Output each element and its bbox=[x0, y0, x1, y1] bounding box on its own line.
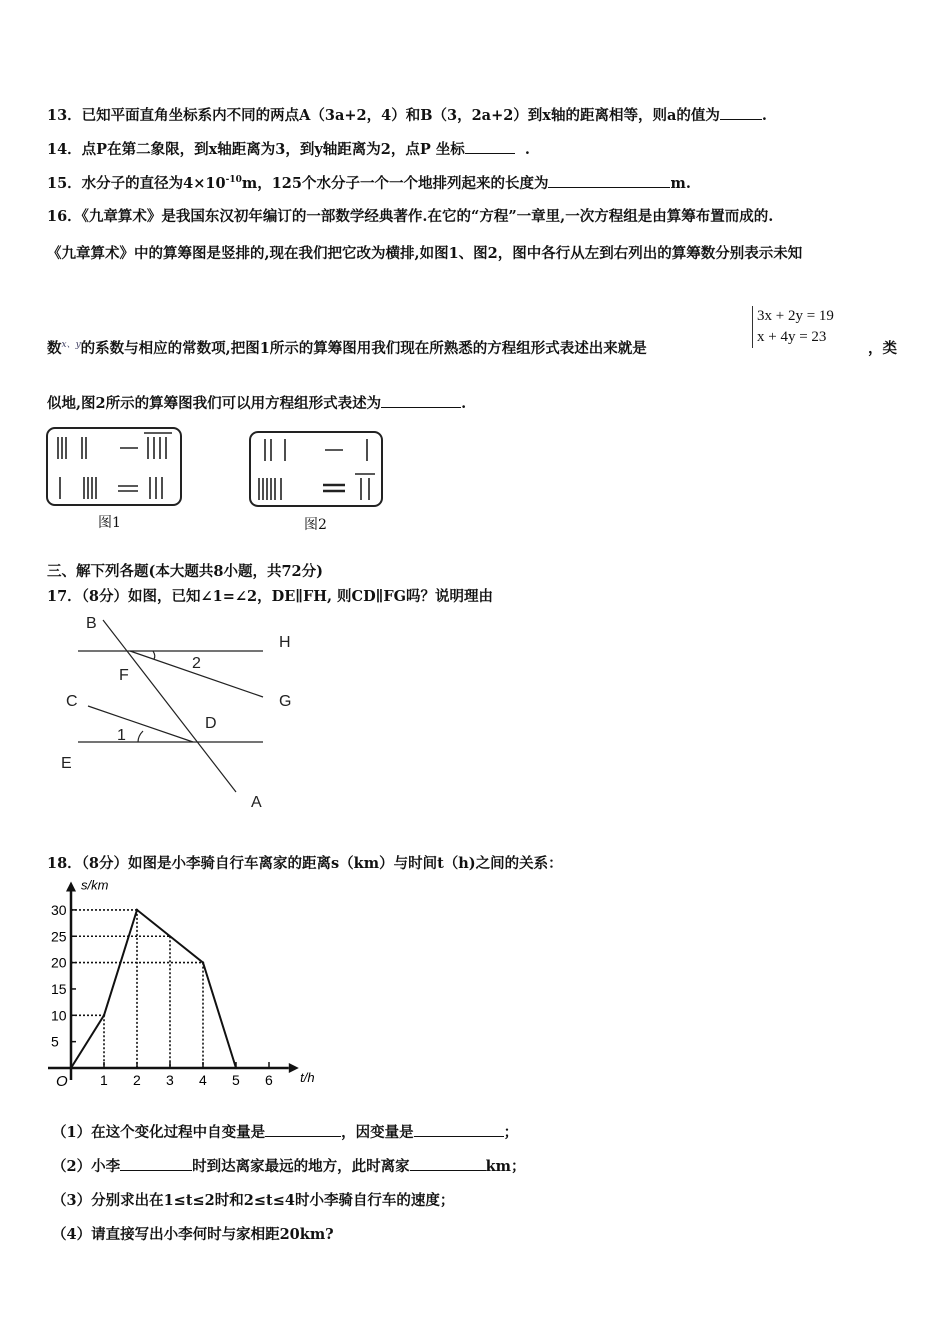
sub1-text-c: ； bbox=[503, 1124, 519, 1141]
y-tick-label: 15 bbox=[51, 980, 67, 997]
label-B: B bbox=[86, 615, 97, 632]
q16-line3-end: ，类 bbox=[868, 340, 897, 357]
figure-1-caption: 图1 bbox=[98, 515, 121, 531]
q16-line3-text: 的系数与相应的常数项,把图1所示的算筹图用我们现在所熟悉的方程组形式表述出来就是 bbox=[80, 340, 647, 357]
x-tick-label: 1 bbox=[100, 1072, 108, 1088]
q18-sub1 bbox=[52, 1121, 518, 1142]
data-point bbox=[103, 1014, 105, 1016]
label-A: A bbox=[251, 794, 262, 811]
answer-blank[interactable] bbox=[265, 1122, 341, 1137]
question-17: 17．（8分）如图，已知∠1=∠2，DE∥FH, 则CD∥FG吗？说明理由 bbox=[47, 588, 494, 605]
sub2-text-b: 时到达离家最远的地方，此时离家 bbox=[192, 1158, 410, 1175]
sub1-text-a: （1）在这个变化过程中自变量是 bbox=[52, 1124, 266, 1141]
equation-2: x + 4y = 23 bbox=[757, 329, 827, 345]
x-tick-label: 2 bbox=[133, 1072, 141, 1088]
x-tick-label: 6 bbox=[265, 1072, 273, 1088]
x-axis-label: t/h bbox=[300, 1070, 315, 1085]
y-tick-label: 5 bbox=[51, 1033, 59, 1050]
data-point bbox=[70, 1067, 72, 1069]
q18-sub2 bbox=[52, 1155, 525, 1176]
data-point bbox=[202, 961, 204, 963]
line-BA bbox=[103, 620, 236, 792]
y-axis-label: s/km bbox=[81, 877, 109, 893]
q16-vars: x、y bbox=[61, 340, 81, 351]
equation-1: 3x + 2y = 19 bbox=[757, 308, 834, 324]
q16-line4-text: 似地,图2所示的算筹图我们可以用方程组形式表述为 bbox=[47, 395, 382, 412]
q14-text: 14．点P在第二象限，到x轴距离为3，到y轴距离为2，点P 坐标 bbox=[47, 141, 465, 158]
label-D: D bbox=[205, 715, 217, 732]
label-2: 2 bbox=[192, 655, 201, 672]
q16-line2: 《九章算术》中的算筹图是竖排的,现在我们把它改为横排,如图1、图2，图中各行从左到右列出的算筹数分别表示未知 bbox=[47, 245, 803, 262]
distance-line bbox=[71, 910, 236, 1068]
answer-blank[interactable] bbox=[120, 1156, 192, 1171]
q18-sub4: （4）请直接写出小李何时与家相距20km? bbox=[52, 1226, 334, 1243]
q16-line4-end: . bbox=[461, 395, 467, 412]
q16-line1: 16．《九章算术》是我国东汉初年编订的一部数学经典著作.在它的“方程”一章里,一次方程组是由算筹布置而成的. bbox=[47, 208, 774, 225]
label-E: E bbox=[61, 755, 72, 772]
line-CD bbox=[88, 706, 193, 742]
q18-sub3: （3）分别求出在1≤t≤2时和2≤t≤4时小李骑自行车的速度； bbox=[52, 1192, 455, 1209]
label-C: C bbox=[66, 693, 78, 710]
q15-pre: 15．水分子的直径为4×10 bbox=[47, 175, 226, 192]
label-G: G bbox=[279, 693, 292, 710]
x-tick-label: 5 bbox=[232, 1072, 240, 1088]
section-3-title: 三、解下列各题(本大题共8小题，共72分) bbox=[47, 563, 323, 580]
q15-exp: -10 bbox=[225, 175, 242, 186]
q13-end: . bbox=[761, 107, 767, 124]
data-point bbox=[235, 1067, 237, 1069]
label-F: F bbox=[119, 667, 129, 684]
sub2-text-a: （2）小李 bbox=[52, 1158, 121, 1175]
q16-line3-pre: 数 bbox=[47, 340, 62, 357]
sub2-text-c: km； bbox=[485, 1158, 526, 1175]
angle-1-arc bbox=[138, 731, 143, 742]
answer-blank[interactable] bbox=[414, 1122, 504, 1137]
data-point bbox=[136, 909, 138, 911]
x-axis-arrow bbox=[289, 1063, 299, 1073]
label-1: 1 bbox=[117, 727, 126, 744]
distance-time-graph bbox=[48, 877, 315, 1090]
answer-blank[interactable] bbox=[410, 1156, 486, 1171]
q13-text: 13．已知平面直角坐标系内不同的两点A（3a+2，4）和B（3，2a+2）到x轴的距离相等，则a的值为 bbox=[47, 107, 720, 124]
sub1-text-b: ，因变量是 bbox=[341, 1124, 414, 1141]
x-tick-label: 4 bbox=[199, 1072, 207, 1088]
y-tick-label: 10 bbox=[51, 1007, 67, 1024]
y-axis-arrow bbox=[66, 881, 76, 891]
angle-2-arc bbox=[153, 651, 155, 659]
q14-end: . bbox=[524, 141, 530, 158]
question-18: 18．（8分）如图是小李骑自行车离家的距离s（km）与时间t（h)之间的关系： bbox=[47, 855, 563, 872]
origin-label: O bbox=[56, 1073, 68, 1090]
x-tick-label: 3 bbox=[166, 1072, 174, 1088]
figure-2-caption: 图2 bbox=[304, 517, 327, 533]
q15-end: m. bbox=[670, 175, 691, 192]
label-H: H bbox=[279, 634, 291, 651]
y-tick-label: 30 bbox=[51, 901, 67, 918]
q15-mid: m，125个水分子一个一个地排列起来的长度为 bbox=[241, 175, 549, 192]
y-tick-label: 20 bbox=[51, 954, 67, 971]
y-tick-label: 25 bbox=[51, 928, 67, 945]
